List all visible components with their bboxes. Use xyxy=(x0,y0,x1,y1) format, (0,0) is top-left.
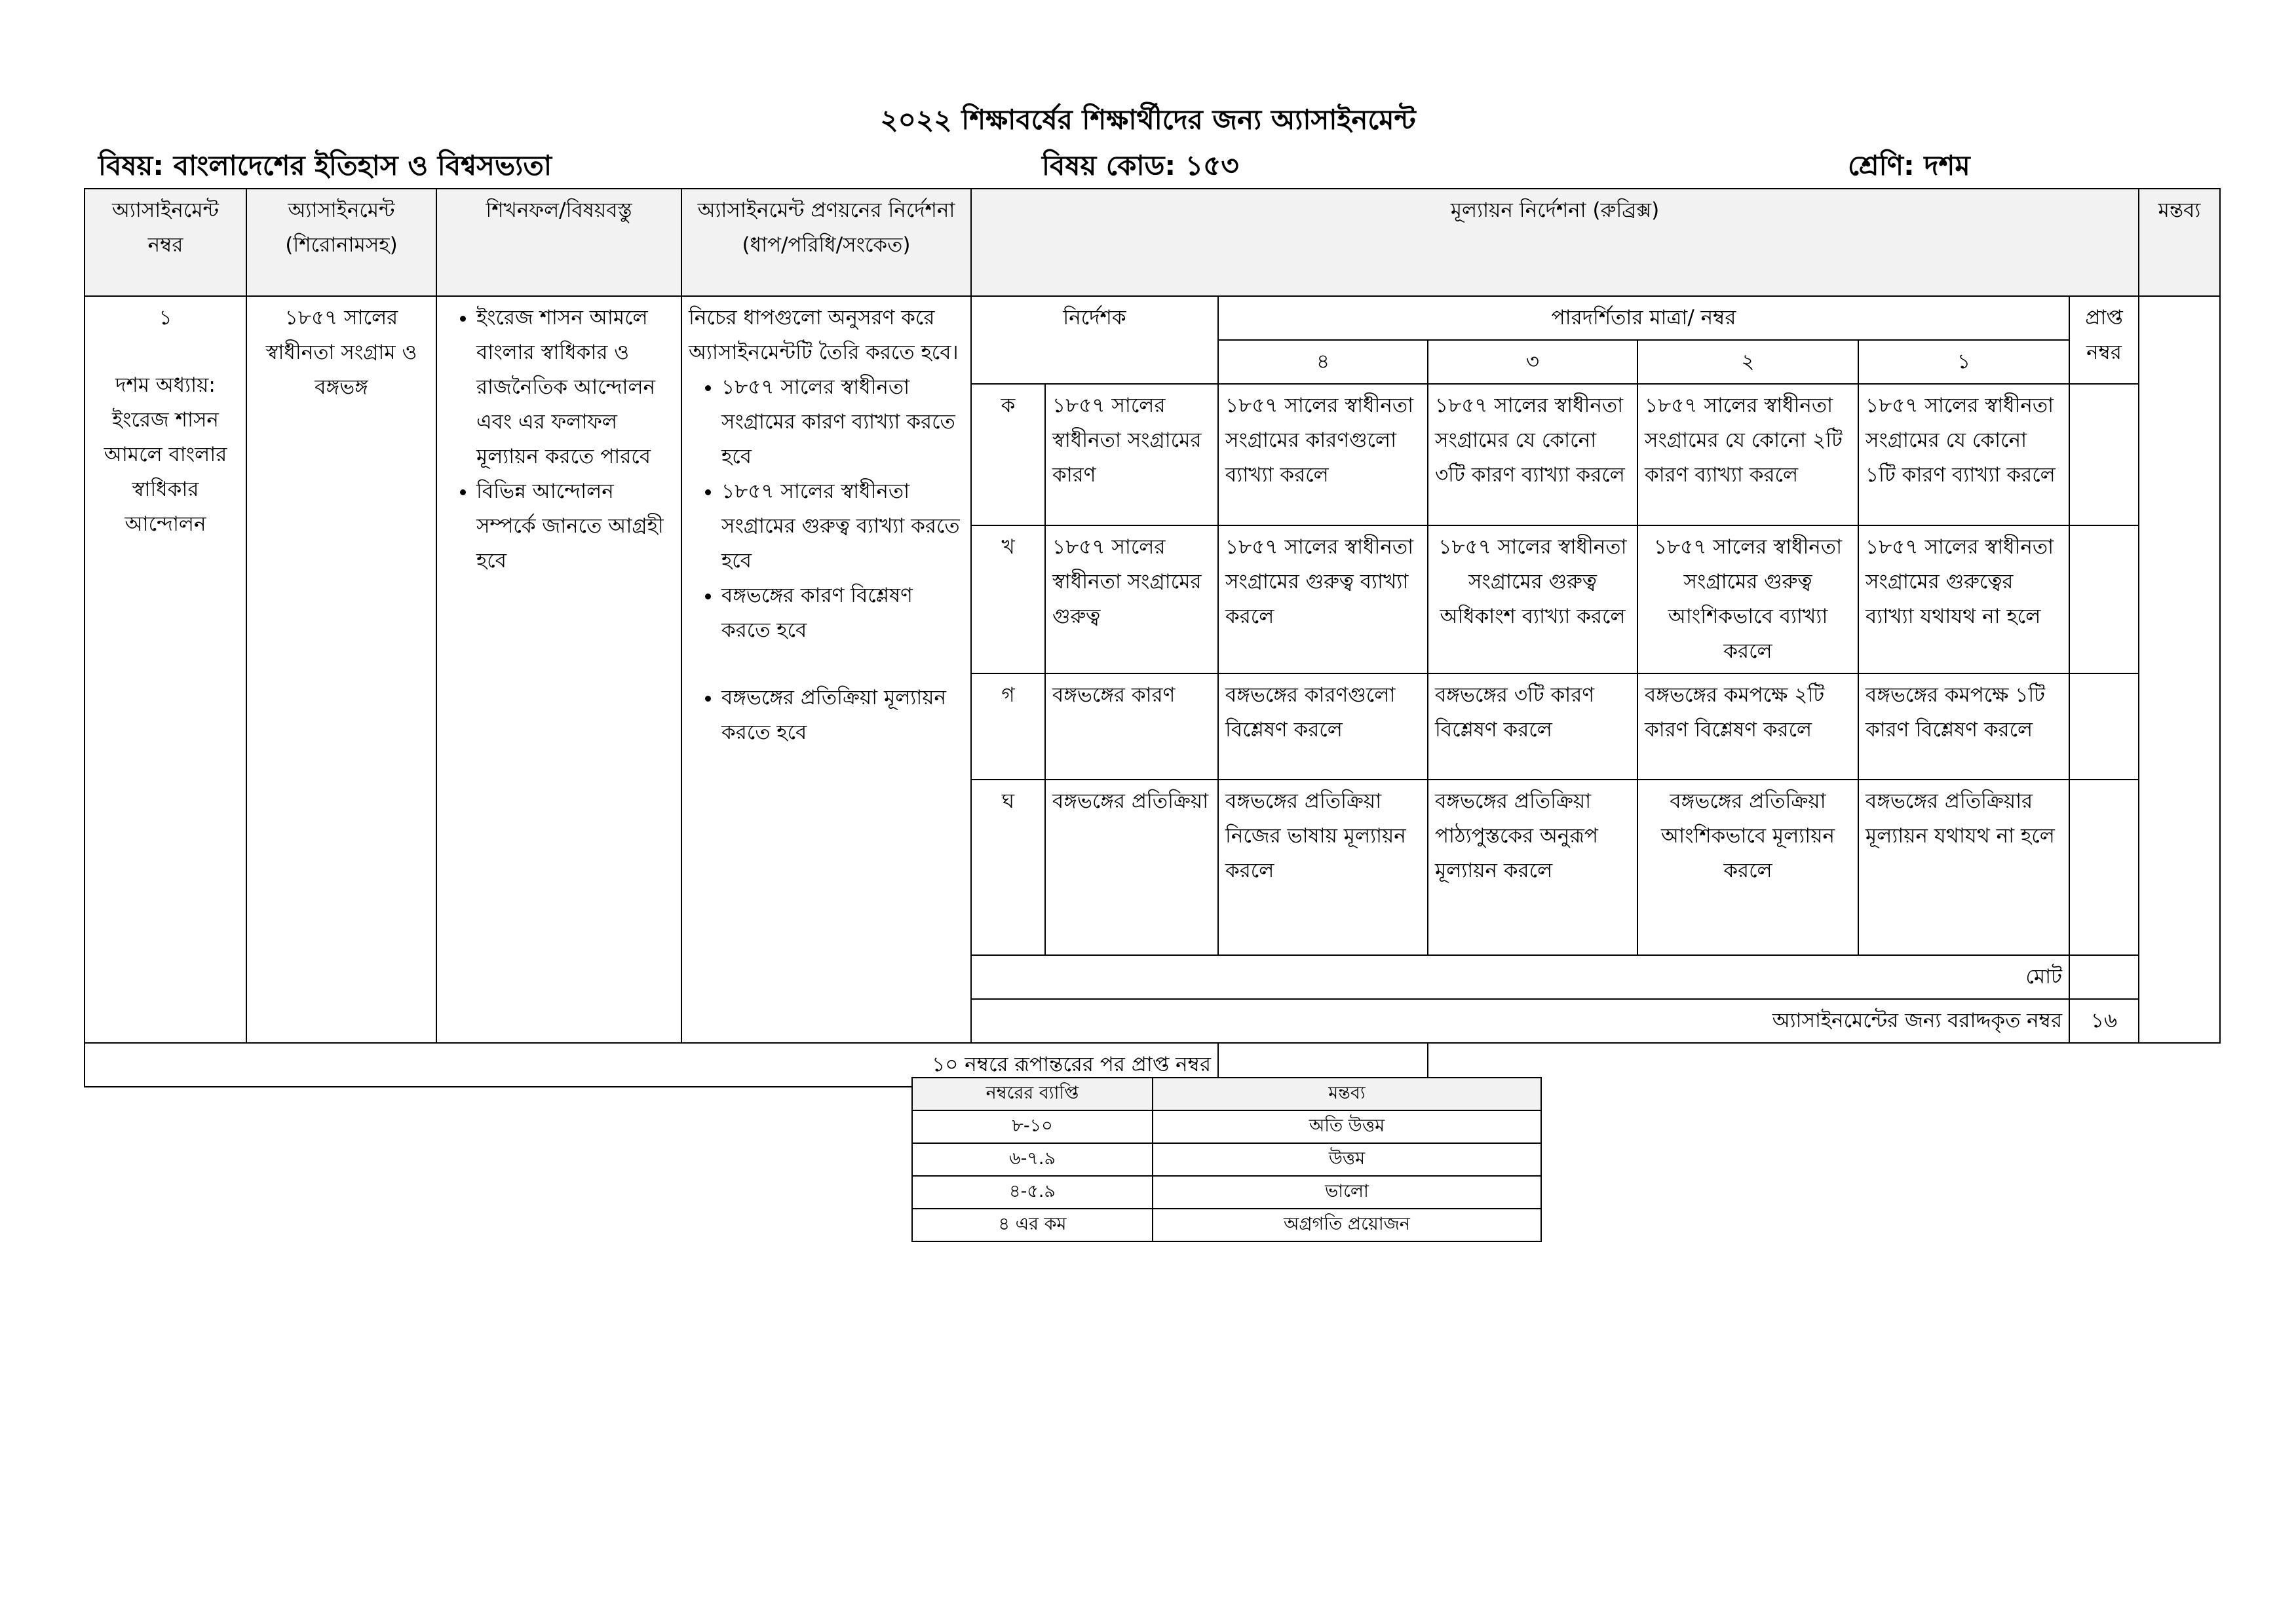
rubric-key: ঘ xyxy=(971,780,1045,955)
level-1: ১ xyxy=(1858,340,2069,384)
rubric-cell: ১৮৫৭ সালের স্বাধীনতা সংগ্রামের গুরুত্ব অধিকাংশ ব্যাখ্যা করলে xyxy=(1428,525,1637,673)
assignment-number-cell xyxy=(85,296,246,1043)
header-assignment-title: অ্যাসাইনমেন্ট (শিরোনামসহ) xyxy=(246,189,436,296)
level-3: ৩ xyxy=(1428,340,1637,384)
assignment-title: ১৮৫৭ সালের স্বাধীনতা সংগ্রাম ও বঙ্গভঙ্গ xyxy=(265,306,417,399)
subject-code-label: বিষয় কোড: ১৫৩ xyxy=(1042,149,1239,181)
allocated-value: ১৬ xyxy=(2069,999,2139,1043)
subject-label: বিষয়: বাংলাদেশের ইতিহাস ও বিশ্বসভ্যতা xyxy=(98,149,552,181)
rubric-indicator: ১৮৫৭ সালের স্বাধীনতা সংগ্রামের গুরুত্ব xyxy=(1045,525,1218,673)
rubric-cell: বঙ্গভঙ্গের প্রতিক্রিয়া পাঠ্যপুস্তকের অনুরূপ মূল্যায়ন করলে xyxy=(1428,780,1637,955)
rubric-obtained xyxy=(2069,525,2139,673)
rubric-key: খ xyxy=(971,525,1045,673)
grade-remark: অতি উত্তম xyxy=(1153,1110,1541,1143)
rubric-indicator: বঙ্গভঙ্গের প্রতিক্রিয়া xyxy=(1045,780,1218,955)
rubric-cell: ১৮৫৭ সালের স্বাধীনতা সংগ্রামের গুরুত্ব ব্যাখ্যা করলে xyxy=(1218,525,1428,673)
rubric-obtained xyxy=(2069,780,2139,955)
rubric-cell: বঙ্গভঙ্গের প্রতিক্রিয়া নিজের ভাষায় মূল্যায়ন করলে xyxy=(1218,780,1428,955)
assignment-title-cell xyxy=(246,296,436,1043)
grade-range: ৬-৭.৯ xyxy=(912,1143,1153,1176)
instructions-intro: নিচের ধাপগুলো অনুসরণ করে অ্যাসাইনমেন্টটি তৈরি করতে হবে। xyxy=(689,306,959,364)
rubric-cell: ১৮৫৭ সালের স্বাধীনতা সংগ্রামের যে কোনো ১টি কারণ ব্যাখ্যা করলে xyxy=(1858,384,2069,525)
instruction-item: • ১৮৫৭ সালের স্বাধীনতা সংগ্রামের কারণ ব্যাখ্যা করতে হবে xyxy=(721,370,964,474)
grade-header-remark: মন্তব্য xyxy=(1153,1078,1541,1110)
rubric-cell: ১৮৫৭ সালের স্বাধীনতা সংগ্রামের গুরুত্বের ব্যাখ্যা যথাযথ না হলে xyxy=(1858,525,2069,673)
page-title: ২০২২ শিক্ষাবর্ষের শিক্ষার্থীদের জন্য অ্যাসাইনমেন্ট xyxy=(880,104,1416,136)
assignment-number: ১ xyxy=(159,306,172,330)
rubric-cell: ১৮৫৭ সালের স্বাধীনতা সংগ্রামের যে কোনো ২টি কারণ ব্যাখ্যা করলে xyxy=(1637,384,1858,525)
obtained-header: প্রাপ্ত নম্বর xyxy=(2069,296,2139,384)
rubric-obtained xyxy=(2069,673,2139,780)
rubric-cell: ১৮৫৭ সালের স্বাধীনতা সংগ্রামের গুরুত্ব আংশিকভাবে ব্যাখ্যা করলে xyxy=(1637,525,1858,673)
header-instructions: অ্যাসাইনমেন্ট প্রণয়নের নির্দেশনা (ধাপ/পরিধি/সংকেত) xyxy=(681,189,971,296)
grade-header-range: নম্বরের ব্যাপ্তি xyxy=(912,1078,1153,1110)
indicator-header: নির্দেশক xyxy=(971,296,1218,384)
grade-range: ৪-৫.৯ xyxy=(912,1176,1153,1209)
rubric-obtained xyxy=(2069,384,2139,525)
instruction-item: • ১৮৫৭ সালের স্বাধীনতা সংগ্রামের গুরুত্ব ব্যাখ্যা করতে হবে xyxy=(721,474,964,578)
rubric-cell: বঙ্গভঙ্গের কমপক্ষে ২টি কারণ বিশ্লেষণ করলে xyxy=(1637,673,1858,780)
rubric-key: ক xyxy=(971,384,1045,525)
grade-remark: ভালো xyxy=(1153,1176,1541,1209)
rubric-cell: বঙ্গভঙ্গের প্রতিক্রিয়া আংশিকভাবে মূল্যায়ন করলে xyxy=(1637,780,1858,955)
header-remarks: মন্তব্য xyxy=(2139,189,2220,296)
instruction-item: • বঙ্গভঙ্গের কারণ বিশ্লেষণ করতে হবে xyxy=(721,578,964,648)
rubric-cell: বঙ্গভঙ্গের কারণগুলো বিশ্লেষণ করলে xyxy=(1218,673,1428,780)
grade-range: ৮-১০ xyxy=(912,1110,1153,1143)
remarks-cell xyxy=(2139,296,2220,1043)
grade-remark: উত্তম xyxy=(1153,1143,1541,1176)
level-4: ৪ xyxy=(1218,340,1428,384)
rubric-indicator: ১৮৫৭ সালের স্বাধীনতা সংগ্রামের কারণ xyxy=(1045,384,1218,525)
grade-range: ৪ এর কম xyxy=(912,1209,1153,1241)
instruction-item: • বঙ্গভঙ্গের প্রতিক্রিয়া মূল্যায়ন করতে হবে xyxy=(721,681,964,750)
rubric-cell: ১৮৫৭ সালের স্বাধীনতা সংগ্রামের কারণগুলো ব্যাখ্যা করলে xyxy=(1218,384,1428,525)
class-label: শ্রেণি: দশম xyxy=(1848,149,1970,181)
rubric-cell: বঙ্গভঙ্গের প্রতিক্রিয়ার মূল্যায়ন যথাযথ না হলে xyxy=(1858,780,2069,955)
grade-table xyxy=(911,1077,1542,1242)
instructions-cell xyxy=(681,296,971,1043)
outcome-item: • বিভিন্ন আন্দোলন সম্পর্কে জানতে আগ্রহী হবে xyxy=(476,474,674,578)
allocated-label: অ্যাসাইনমেন্টের জন্য বরাদ্দকৃত নম্বর xyxy=(971,999,2069,1043)
outcome-item: • ইংরেজ শাসন আমলে বাংলার স্বাধিকার ও রাজনৈতিক আন্দোলন এবং এর ফলাফল মূল্যায়ন করতে পারবে xyxy=(476,301,674,474)
header-assignment-no: অ্যাসাইনমেন্ট নম্বর xyxy=(85,189,246,296)
assignment-table xyxy=(84,188,2221,1087)
rubric-key: গ xyxy=(971,673,1045,780)
rubric-cell: বঙ্গভঙ্গের ৩টি কারণ বিশ্লেষণ করলে xyxy=(1428,673,1637,780)
header-learning-outcome: শিখনফল/বিষয়বস্তু xyxy=(436,189,681,296)
level-header: পারদর্শিতার মাত্রা/ নম্বর xyxy=(1218,296,2069,340)
rubric-cell: ১৮৫৭ সালের স্বাধীনতা সংগ্রামের যে কোনো ৩টি কারণ ব্যাখ্যা করলে xyxy=(1428,384,1637,525)
learning-outcome-cell xyxy=(436,296,681,1043)
level-2: ২ xyxy=(1637,340,1858,384)
grade-remark: অগ্রগতি প্রয়োজন xyxy=(1153,1209,1541,1241)
converted-label: ১০ নম্বরে রূপান্তরের পর প্রাপ্ত নম্বর xyxy=(85,1043,1218,1087)
total-label: মোট xyxy=(971,955,2069,999)
header-evaluation: মূল্যায়ন নির্দেশনা (রুব্রিক্স) xyxy=(971,189,2139,296)
total-value xyxy=(2069,955,2139,999)
chapter-text: দশম অধ্যায়: ইংরেজ শাসন আমলে বাংলার স্বাধিকার আন্দোলন xyxy=(104,373,227,536)
rubric-cell: বঙ্গভঙ্গের কমপক্ষে ১টি কারণ বিশ্লেষণ করলে xyxy=(1858,673,2069,780)
rubric-indicator: বঙ্গভঙ্গের কারণ xyxy=(1045,673,1218,780)
